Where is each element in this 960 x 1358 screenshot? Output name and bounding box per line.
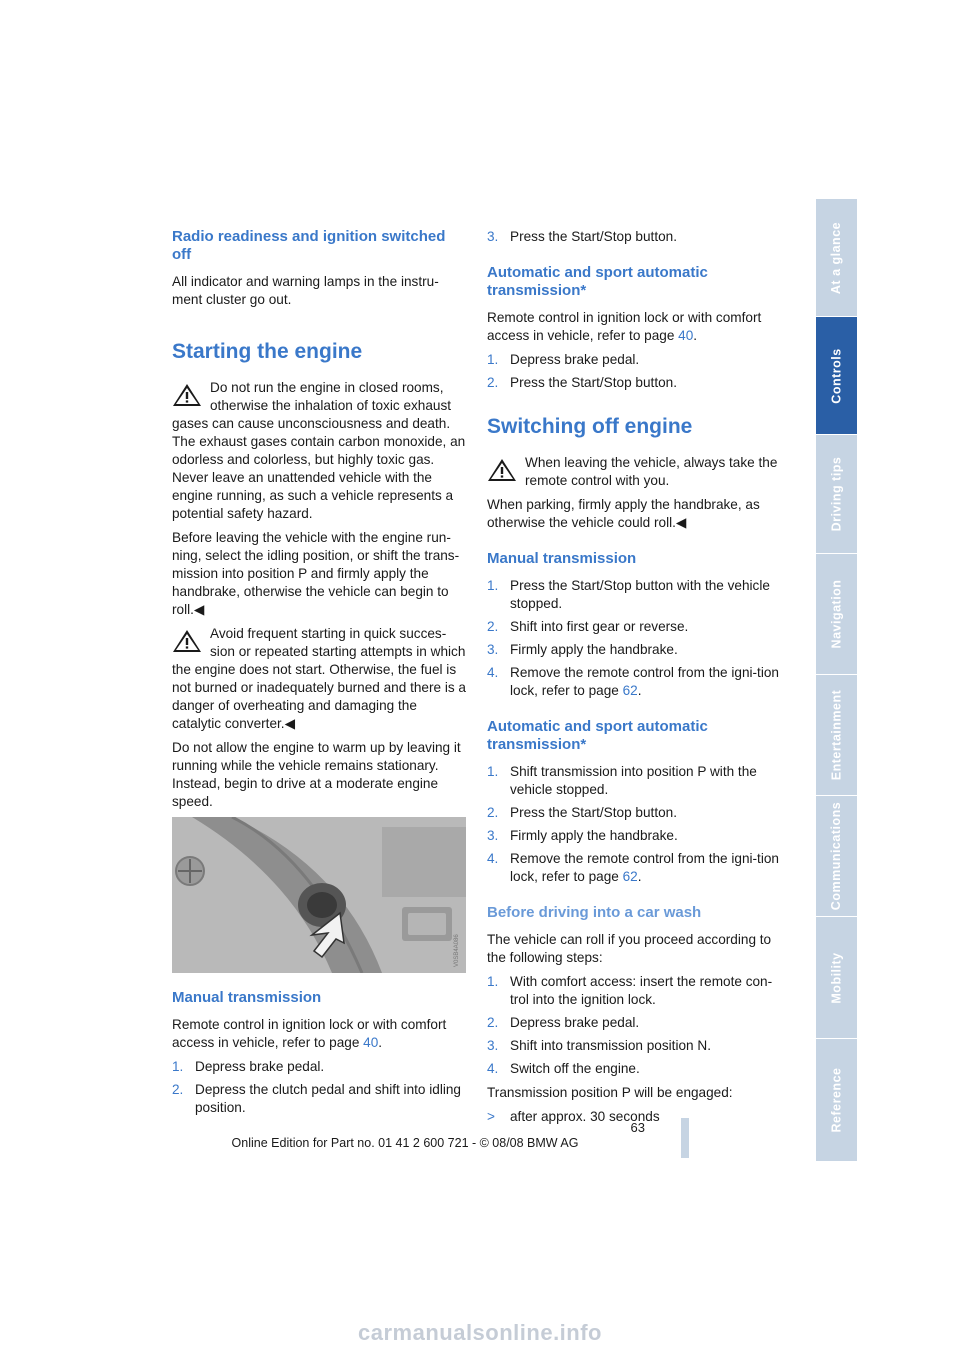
tab-entertainment[interactable]: Entertainment (816, 675, 857, 796)
tab-driving-tips[interactable]: Driving tips (816, 435, 857, 554)
warning-frequent-starting: Avoid frequent starting in quick succes-sion or repeated starting attempts in which the engine does not start. Otherwise, the fuel is not burned or inadequately burned and there is a danger of overheating and damaging the catalytic converter.◀ (172, 626, 466, 731)
page-link-40[interactable]: 40 (678, 328, 694, 343)
footer-edition: Online Edition for Part no. 01 41 2 600 721 - © 08/08 BMW AG (231, 1136, 579, 1150)
car-wash-steps (487, 973, 783, 1078)
warning-before-leaving: Before leaving the vehicle with the engine run-ning, select the idling position, or shift the trans-mission into position P and firmly apply the handbrake, otherwise the vehicle can begin to roll.◀ (172, 530, 460, 617)
page-link-62[interactable]: 62 (622, 683, 638, 698)
start-stop-button-illustration (172, 817, 466, 973)
tab-at-a-glance[interactable]: At a glance (816, 199, 857, 317)
list-item: 3. Firmly apply the handbrake. (487, 828, 678, 843)
list-item: 1. Shift transmission into position P with the vehicle stopped. (487, 764, 757, 797)
bullet-marker: > (487, 1109, 495, 1124)
page-number: 63 (630, 1120, 645, 1135)
watermark: carmanualsonline.info (358, 1320, 602, 1345)
heading-automatic-transmission-off: Automatic and sport automatic transmission* (487, 718, 708, 753)
paragraph-position-p: Transmission position P will be engaged: (487, 1085, 733, 1100)
list-item: 2. Depress brake pedal. (487, 1015, 640, 1030)
right-column (487, 228, 783, 1132)
paragraph-automatic-start: Remote control in ignition lock or with comfort access in vehicle, refer to page 40. (487, 310, 762, 343)
warning-closed-rooms: Do not run the engine in closed rooms, otherwise the inhalation of toxic exhaust gases can cause unconsciousness and death. The exhaust gases contain carbon monoxide, an odorless and colorless, but highly toxic gas. Never leave an unattended vehicle with the engine running, as such a vehicle represents a potential safety hazard. (172, 380, 466, 521)
photo-code: V0SB4A086 (454, 934, 460, 967)
automatic-off-steps (487, 763, 783, 886)
tab-mobility[interactable]: Mobility (816, 917, 857, 1039)
left-column (172, 228, 468, 1123)
list-item: 1. Press the Start/Stop button with the vehicle stopped. (487, 578, 770, 611)
tab-reference[interactable]: Reference (829, 1067, 844, 1133)
warning-triangle-icon (487, 458, 517, 482)
list-item: > after approx. 30 seconds (487, 1109, 660, 1124)
automatic-start-steps (487, 351, 783, 392)
manual-start-steps-continued (487, 228, 783, 246)
paragraph-warmup: Do not allow the engine to warm up by leaving it running while the vehicle remains stationary. Instead, begin to drive at a moderate engine speed. (172, 740, 461, 809)
page-link-62[interactable]: 62 (622, 869, 638, 884)
heading-starting-engine: Starting the engine (172, 340, 363, 363)
paragraph-radio: All indicator and warning lamps in the instru-ment cluster go out. (172, 274, 439, 307)
list-item: 2. Press the Start/Stop button. (487, 375, 677, 390)
warning-triangle-icon (172, 383, 202, 407)
list-item: 3. Shift into transmission position N. (487, 1038, 711, 1053)
chapter-sidebar (816, 199, 857, 1161)
list-item: 2. Shift into first gear or reverse. (487, 619, 689, 634)
warning-take-remote: When leaving the vehicle, always take the remote control with you. (487, 454, 783, 490)
heading-manual-transmission-off: Manual transmission (487, 550, 637, 567)
list-item: 2. Depress the clutch pedal and shift into idling position. (172, 1082, 461, 1115)
page-link-40[interactable]: 40 (363, 1035, 379, 1050)
heading-switching-off-engine: Switching off engine (487, 415, 693, 438)
tab-controls[interactable]: Controls (816, 317, 857, 435)
list-item: 4. Remove the remote control from the igni-tion lock, refer to page 62. (487, 851, 779, 884)
list-item: 3. Press the Start/Stop button. (487, 229, 677, 244)
list-item: 4. Switch off the engine. (487, 1061, 640, 1076)
heading-radio-readiness: Radio readiness and ignition switched off (172, 228, 446, 263)
heading-manual-transmission-start: Manual transmission (172, 989, 322, 1006)
paragraph-manual-start: Remote control in ignition lock or with comfort access in vehicle, refer to page 40. (172, 1017, 447, 1050)
list-item: 1. With comfort access: insert the remote con-trol into the ignition lock. (487, 974, 773, 1007)
steering-column-photo (172, 817, 466, 973)
tab-communications[interactable]: Communications (816, 796, 857, 917)
manual-start-steps (172, 1058, 468, 1117)
warning-triangle-icon (172, 629, 202, 653)
paragraph-car-wash: The vehicle can roll if you proceed according to the following steps: (487, 932, 772, 965)
list-item: 3. Firmly apply the handbrake. (487, 642, 678, 657)
heading-car-wash: Before driving into a car wash (487, 904, 702, 921)
list-item: 4. Remove the remote control from the igni-tion lock, refer to page 62. (487, 665, 779, 698)
heading-automatic-transmission-start: Automatic and sport automatic transmission* (487, 264, 708, 299)
warning-parking: When parking, firmly apply the handbrake, as otherwise the vehicle could roll.◀ (487, 497, 760, 530)
tab-navigation[interactable]: Navigation (816, 554, 857, 675)
list-item: 2. Press the Start/Stop button. (487, 805, 677, 820)
list-item: 1. Depress brake pedal. (172, 1059, 325, 1074)
manual-off-steps (487, 577, 783, 700)
list-item: 1. Depress brake pedal. (487, 352, 640, 367)
